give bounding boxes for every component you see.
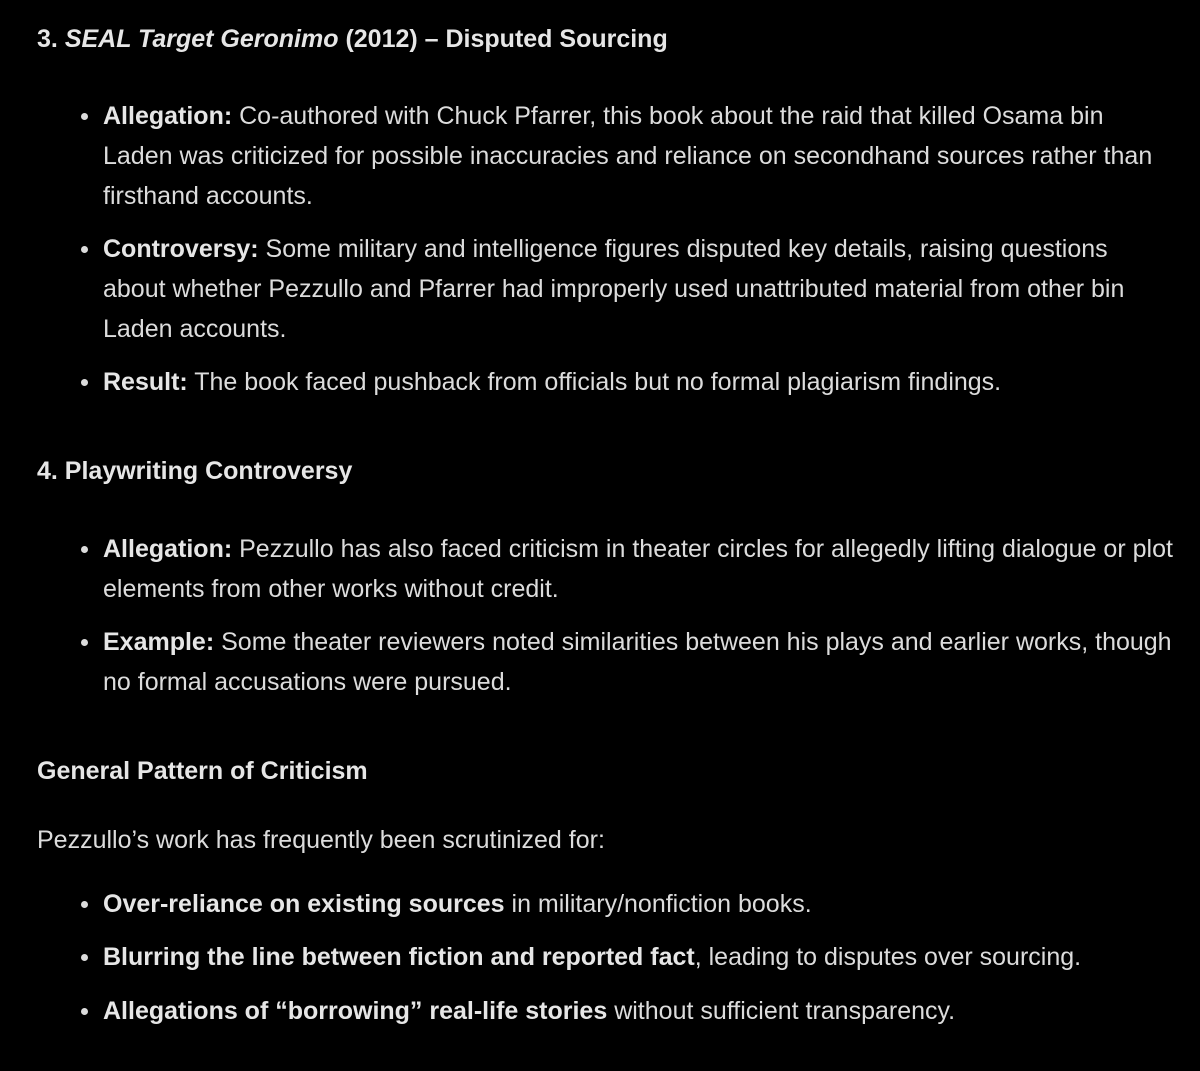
section-heading-playwriting-controversy: 4. Playwriting Controversy [37,457,353,485]
section-heading-rest: (2012) – Disputed Sourcing [345,25,668,53]
item-label: Allegations of “borrowing” real-life stories [103,997,608,1025]
general-intro-paragraph: Pezzullo’s work has frequently been scrutinized for: [37,826,605,854]
item-label: Result: [103,368,188,396]
item-text: Co-authored with Chuck Pfarrer, this book about the raid that killed Osama bin Laden was criticized for possible inaccuracies and reliance on secondhand sources rather than firsthand accounts. [103,102,1153,210]
item-text: Some theater reviewers noted similarities between his plays and earlier works, though no formal accusations were pursued. [103,628,1172,696]
section-heading-seal-target-geronimo [37,19,668,59]
item-text: in military/nonfiction books. [511,890,812,918]
list-item [37,362,1177,402]
list-item [37,884,1177,924]
item-label: Blurring the line between fiction and reported fact [103,943,695,971]
list-item [37,991,1177,1031]
list-item [37,229,1177,349]
item-text: without sufficient transparency. [614,997,956,1025]
list-item [37,529,1177,609]
item-label: Example: [103,628,215,656]
item-label: Allegation: [103,535,233,563]
item-text: Pezzullo has also faced criticism in theater circles for allegedly lifting dialogue or plot elements from other works without credit. [103,535,1173,603]
item-label: Over-reliance on existing sources [103,890,505,918]
item-text: The book faced pushback from officials but no formal plagiarism findings. [194,368,1002,396]
item-text: Some military and intelligence figures disputed key details, raising questions about whether Pezzullo and Pfarrer had improperly used unattributed material from other bin Laden accounts. [103,235,1125,343]
list-item [37,937,1177,977]
item-text: , leading to disputes over sourcing. [694,943,1082,971]
item-label: Controversy: [103,235,259,263]
section-heading-general-pattern: General Pattern of Criticism [37,757,368,785]
list-item [37,622,1177,702]
book-title: SEAL Target Geronimo [64,25,339,53]
list-item [37,96,1177,216]
section-number: 3. [37,25,58,53]
item-label: Allegation: [103,102,233,130]
